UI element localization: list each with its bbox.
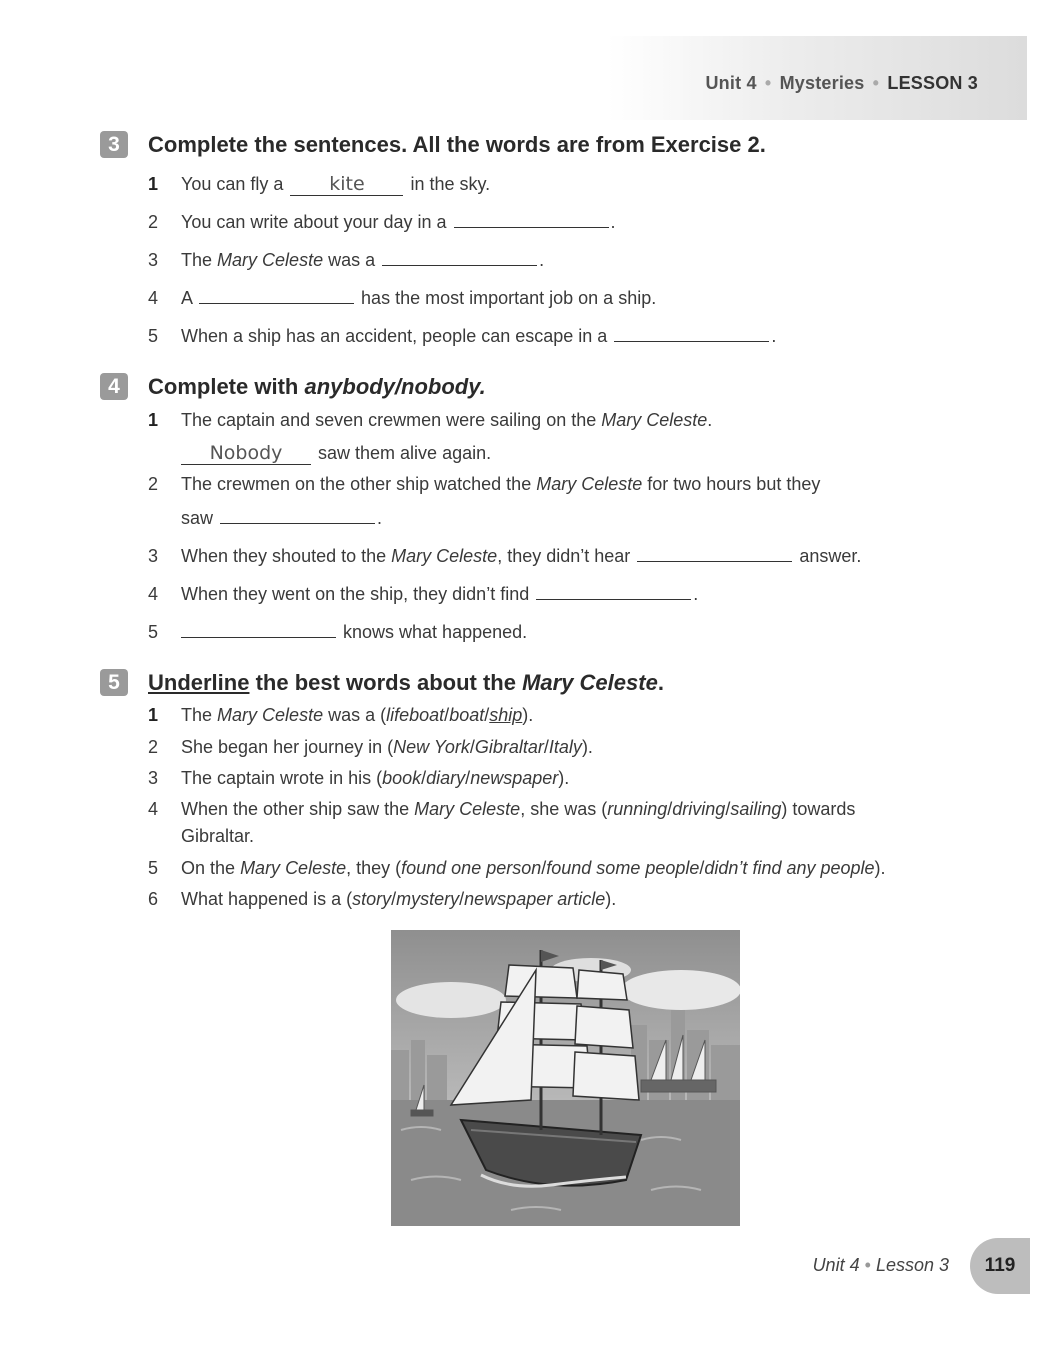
- exercise-3-item: [148, 323, 776, 349]
- exercise-5-item: 6 What happened is a (story/mystery/newspaper article).: [148, 886, 616, 912]
- header-lesson: LESSON 3: [887, 73, 978, 93]
- answer-blank[interactable]: [382, 247, 537, 266]
- item-text: The: [181, 250, 213, 270]
- option[interactable]: running: [607, 799, 668, 819]
- item-text: You can fly a: [181, 174, 284, 194]
- answer-field[interactable]: kite: [290, 173, 403, 196]
- exercise-3-item: [148, 285, 656, 311]
- item-number: 5: [148, 622, 159, 642]
- item-text: ) towards: [781, 799, 856, 819]
- exercise-3-item: [148, 247, 544, 273]
- page-header: [705, 73, 978, 94]
- item-text: ).: [874, 858, 886, 878]
- option[interactable]: newspaper: [470, 768, 559, 788]
- header-unit: Unit 4: [705, 73, 757, 93]
- exercise-4-item: [148, 543, 861, 569]
- exercise-number-badge: 5: [100, 669, 128, 696]
- item-text: was a: [328, 250, 376, 270]
- item-text: A: [181, 288, 193, 308]
- item-text: Gibraltar.: [181, 826, 255, 846]
- option[interactable]: story: [352, 889, 392, 909]
- item-number: 5: [148, 858, 159, 878]
- footer-separator: •: [864, 1255, 871, 1275]
- item-text: The captain wrote in his (: [181, 768, 383, 788]
- item-number: 4: [148, 288, 159, 308]
- item-number: 3: [148, 546, 159, 566]
- exercise-5-item: 4 When the other ship saw the Mary Celeste, she was (running/driving/sailing) towards: [148, 796, 855, 822]
- option[interactable]: newspaper article: [464, 889, 606, 909]
- item-text: ).: [558, 768, 570, 788]
- item-text: You can write about your day in a: [181, 212, 447, 232]
- answer-blank[interactable]: [614, 323, 769, 342]
- exercise-5-item: 2 She began her journey in (New York/Gibraltar/Italy).: [148, 734, 593, 760]
- option[interactable]: sailing: [730, 799, 782, 819]
- exercise-number-badge: 4: [100, 373, 128, 400]
- item-text: When the other ship saw the: [181, 799, 410, 819]
- option[interactable]: mystery: [396, 889, 460, 909]
- option[interactable]: driving: [672, 799, 726, 819]
- item-text: ).: [581, 737, 593, 757]
- item-text: has the most important job on a ship.: [361, 288, 657, 308]
- exercise-instruction: Complete the sentences. All the words are from Exercise 2.: [148, 131, 766, 157]
- item-text: ).: [522, 705, 534, 725]
- page-number: 119: [970, 1238, 1030, 1294]
- exercise-number-badge: 3: [100, 131, 128, 158]
- item-text: answer.: [799, 546, 862, 566]
- ship-name: Mary Celeste: [240, 858, 347, 878]
- item-text: The crewmen on the other ship watched the: [181, 474, 532, 494]
- exercise-4-item: [148, 581, 698, 607]
- item-text: On the: [181, 858, 236, 878]
- item-number: 2: [148, 737, 159, 757]
- item-number: 1: [148, 410, 159, 430]
- item-text: .: [693, 584, 699, 604]
- exercise-instruction-italic: Mary Celeste: [522, 669, 658, 695]
- exercise-4-title: [100, 373, 486, 400]
- ship-name: Mary Celeste: [536, 474, 643, 494]
- item-number: 6: [148, 889, 159, 909]
- item-text: in the sky.: [410, 174, 491, 194]
- item-number: 1: [148, 705, 159, 725]
- item-text: , she was (: [520, 799, 608, 819]
- item-text: What happened is a (: [181, 889, 353, 909]
- page-footer: [813, 1255, 949, 1276]
- answer-blank[interactable]: [181, 619, 336, 638]
- header-topic: Mysteries: [779, 73, 865, 93]
- item-text: When they went on the ship, they didn’t find: [181, 584, 530, 604]
- option[interactable]: found some people: [546, 858, 700, 878]
- item-text: .: [377, 508, 383, 528]
- item-number: 2: [148, 212, 159, 232]
- exercise-5-item: 5 On the Mary Celeste, they (found one person/found some people/didn’t find any people).: [148, 855, 886, 881]
- option[interactable]: Gibraltar: [474, 737, 544, 757]
- exercise-4-item: [148, 619, 527, 645]
- item-text: was a (: [328, 705, 387, 725]
- exercise-instruction: Complete with: [148, 373, 299, 399]
- item-text: saw: [181, 508, 214, 528]
- item-text: The: [181, 705, 213, 725]
- item-number: 1: [148, 174, 159, 194]
- exercise-5-item: 3 The captain wrote in his (book/diary/newspaper).: [148, 765, 569, 791]
- ship-name: Mary Celeste: [217, 250, 324, 270]
- item-text: , they (: [346, 858, 402, 878]
- option[interactable]: didn’t find any people: [704, 858, 875, 878]
- exercise-5-title: [100, 669, 664, 696]
- footer-lesson: Lesson 3: [875, 1255, 949, 1275]
- exercise-4-item-continuation: [181, 505, 382, 531]
- exercise-3-title: [100, 131, 766, 158]
- answer-field[interactable]: Nobody: [181, 442, 311, 465]
- header-separator: •: [764, 73, 772, 93]
- exercise-instruction: the best words about the: [255, 669, 516, 695]
- ship-name: Mary Celeste: [217, 705, 324, 725]
- ship-name: Mary Celeste: [601, 410, 708, 430]
- item-text: saw them alive again.: [318, 443, 492, 463]
- item-text: .: [771, 326, 777, 346]
- item-text: When a ship has an accident, people can escape in a: [181, 326, 608, 346]
- ship-drawing: [391, 930, 740, 1226]
- exercise-instruction: .: [657, 669, 664, 695]
- option[interactable]: found one person: [401, 858, 542, 878]
- item-number: 2: [148, 474, 159, 494]
- exercise-3-item: [148, 171, 490, 197]
- sailing-ship-illustration: [391, 930, 740, 1226]
- exercise-instruction-italic: anybody/nobody.: [304, 373, 486, 399]
- item-number: 4: [148, 584, 159, 604]
- ship-name: Mary Celeste: [391, 546, 498, 566]
- option[interactable]: New York: [393, 737, 470, 757]
- exercise-instruction-underlined: Underline: [148, 669, 250, 695]
- exercise-4-item: [148, 407, 712, 433]
- item-text: ).: [605, 889, 617, 909]
- item-number: 3: [148, 768, 159, 788]
- item-number: 5: [148, 326, 159, 346]
- item-text: , they didn’t hear: [497, 546, 631, 566]
- item-text: .: [610, 212, 616, 232]
- exercise-3-item: [148, 209, 616, 235]
- exercise-4-item: [148, 471, 820, 497]
- option[interactable]: diary: [426, 768, 466, 788]
- item-text: for two hours but they: [647, 474, 821, 494]
- header-separator: •: [872, 73, 880, 93]
- exercise-5-item-continuation: [181, 823, 254, 849]
- item-text: She began her journey in (: [181, 737, 394, 757]
- option[interactable]: book: [382, 768, 422, 788]
- option[interactable]: boat: [449, 705, 485, 725]
- answer-blank[interactable]: [536, 581, 691, 600]
- option[interactable]: Italy: [548, 737, 582, 757]
- item-text: When they shouted to the: [181, 546, 387, 566]
- option[interactable]: lifeboat: [386, 705, 445, 725]
- item-text: .: [539, 250, 545, 270]
- option-underlined[interactable]: ship: [489, 705, 523, 725]
- item-number: 3: [148, 250, 159, 270]
- footer-unit: Unit 4: [812, 1255, 860, 1275]
- exercise-5-item: 1 The Mary Celeste was a (lifeboat/boat/ship).: [148, 702, 533, 728]
- item-text: knows what happened.: [343, 622, 528, 642]
- answer-blank[interactable]: [220, 505, 375, 524]
- item-number: 4: [148, 799, 159, 819]
- item-text: The captain and seven crewmen were sailing on the: [181, 410, 597, 430]
- item-text: .: [707, 410, 713, 430]
- exercise-4-item-continuation: [181, 440, 491, 466]
- answer-blank[interactable]: [454, 209, 609, 228]
- answer-blank[interactable]: [199, 285, 354, 304]
- ship-name: Mary Celeste: [414, 799, 521, 819]
- answer-blank[interactable]: [637, 543, 792, 562]
